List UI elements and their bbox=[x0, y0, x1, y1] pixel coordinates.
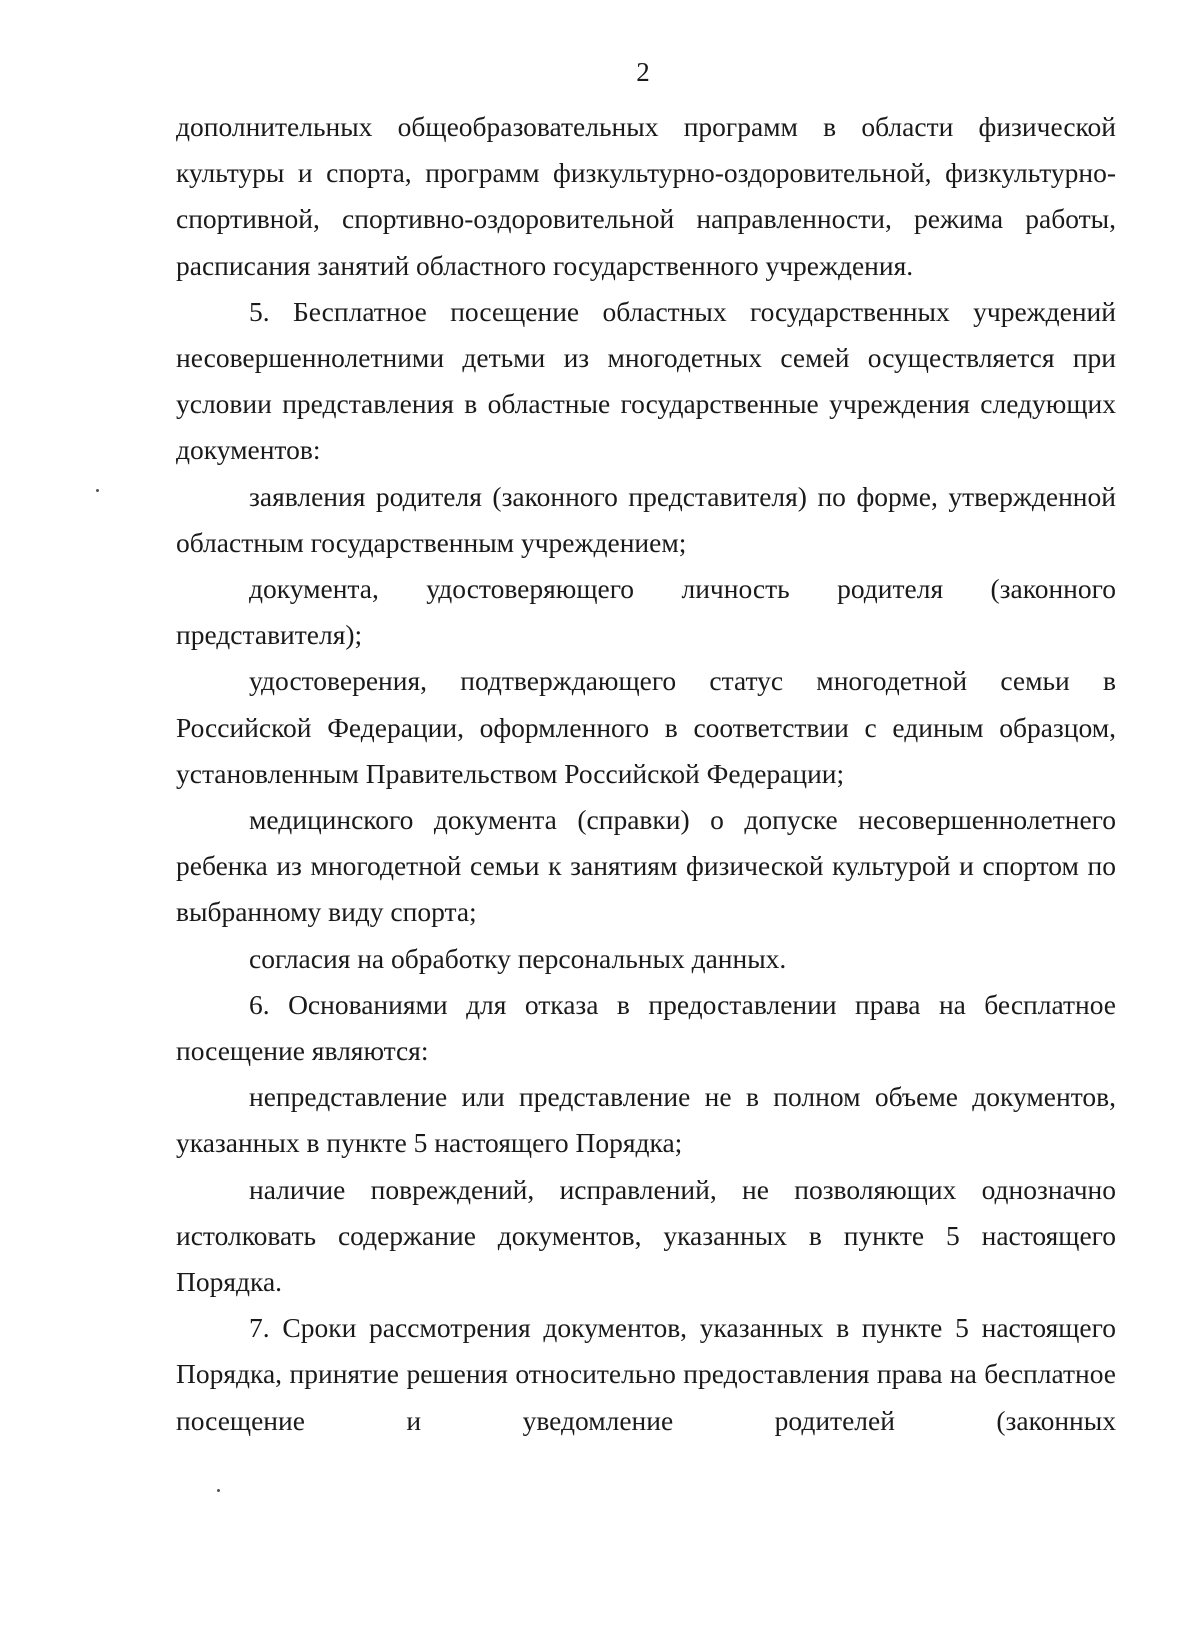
paragraph-medical-document: медицинского документа (справки) о допуске несовершеннолетнего ребенка из многодетной семьи к занятиям физической культурой и спортом по выбранному виду спорта; bbox=[176, 804, 1116, 928]
document-body bbox=[176, 104, 1116, 1444]
paragraph-identity-document: документа, удостоверяющего личность родителя (законного представителя); bbox=[176, 573, 1116, 651]
paragraph-data-consent: согласия на обработку персональных данных. bbox=[249, 942, 787, 974]
paragraph-item-7: 7. Сроки рассмотрения документов, указанных в пункте 5 настоящего Порядка, принятие решения относительно предоставления права на бесплатное посещение и уведомление родителей (законных bbox=[176, 1312, 1116, 1436]
paragraph-large-family-certificate: удостоверения, подтверждающего статус многодетной семьи в Российской Федерации, оформленного в соответствии с единым образцом, установленным Правительством Российской Федерации; bbox=[176, 665, 1116, 789]
scan-artifact-dot bbox=[217, 1489, 220, 1492]
paragraph-damaged-documents: наличие повреждений, исправлений, не позволяющих однозначно истолковать содержание документов, указанных в пункте 5 настоящего Порядка. bbox=[176, 1173, 1116, 1298]
scan-artifact-dot bbox=[96, 489, 99, 492]
paragraph-item-6: 6. Основаниями для отказа в предоставлении права на бесплатное посещение являются: bbox=[176, 988, 1116, 1067]
paragraph-continuation: дополнительных общеобразовательных программ в области физической культуры и спорта, программ физкультурно-оздоровительной, физкультурно-спортивной, спортивно-оздоровительной направленности, режима работы, расписания занятий областного государственного учреждения. bbox=[176, 111, 1116, 281]
paragraph-application: заявления родителя (законного представителя) по форме, утвержденной областным государственным учреждением; bbox=[176, 480, 1116, 558]
paragraph-item-5: 5. Бесплатное посещение областных государственных учреждений несовершеннолетними детьми из многодетных семей осуществляется при условии представления в областные государственные учреждения следующих документов: bbox=[176, 295, 1116, 466]
paragraph-incomplete-documents: непредставление или представление не в полном объеме документов, указанных в пункте 5 настоящего Порядка; bbox=[176, 1081, 1116, 1159]
page-number: 2 bbox=[636, 57, 650, 87]
